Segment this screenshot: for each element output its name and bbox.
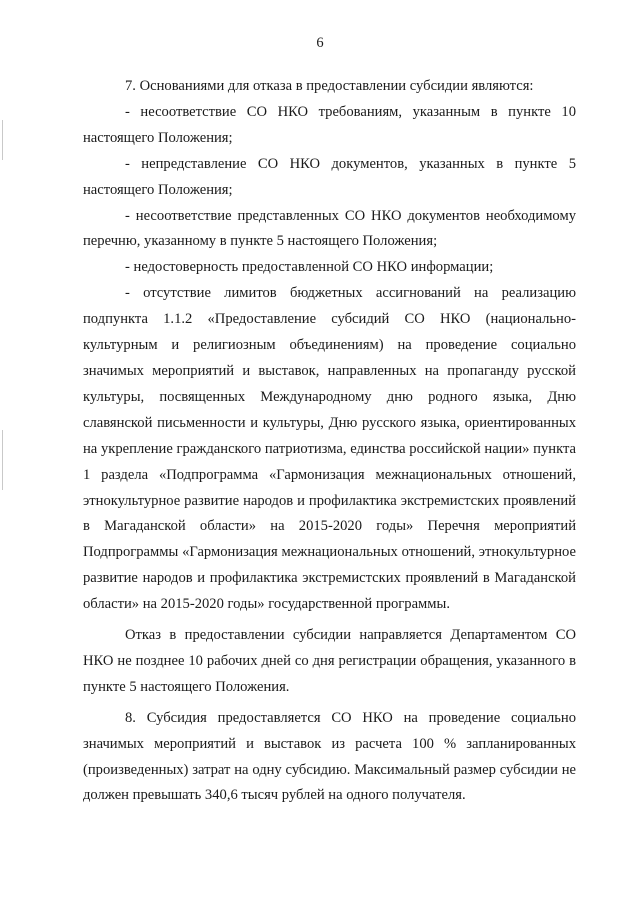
document-body <box>83 74 576 809</box>
page-number: 6 <box>316 35 324 51</box>
paragraph-ground-requirements: - несоответствие СО НКО требованиям, указанным в пункте 10 настоящего Положения; <box>83 103 576 146</box>
paragraph-refusal-notice: Отказ в предоставлении субсидии направляется Департаментом СО НКО не позднее 10 рабочих дней со дня регистрации обращения, указанного в пункте 5 настоящего Положения. <box>83 627 576 695</box>
paragraph-ground-false-info: - недостоверность предоставленной СО НКО информации; <box>125 259 494 276</box>
paragraph-ground-documents-missing: - непредставление СО НКО документов, указанных в пункте 5 настоящего Положения; <box>83 155 576 198</box>
scan-edge-mark <box>2 120 3 160</box>
paragraph-subsidy-amount: 8. Субсидия предоставляется СО НКО на проведение социально значимых мероприятий и выставок из расчета 100 % запланированных (произведенных) затрат на одну субсидию. Максимальный размер субсидии не должен превышать 340,6 тысяч рублей на одного получателя. <box>83 709 576 804</box>
paragraph-ground-budget-limits: - отсутствие лимитов бюджетных ассигнований на реализацию подпункта 1.1.2 «Предоставление субсидий СО НКО (национально-культурным и религиозным объединениям) на проведение социально значимых мероприятий и выставок, направленных на пропаганду русской культуры, посвященных Международному дню родного языка, Дню славянской письменности и культуры, Дню русского языка, ориентированных на укрепление гражданского патриотизма, единства российской нации» пункта 1 раздела «Подпрограмма «Гармонизация межнациональных отношений, этнокультурное развитие народов и профилактика экстремистских проявлений в Магаданской области» на 2015-2020 годы» Перечня мероприятий Подпрограммы «Гармонизация межнациональных отношений, этнокультурное развитие народов и профилактика экстремистских проявлений в Магаданской области» на 2015-2020 годы» государственной программы. <box>83 285 576 613</box>
scan-edge-mark <box>2 430 3 490</box>
paragraph-ground-documents-mismatch: - несоответствие представленных СО НКО документов необходимому перечню, указанному в пункте 5 настоящего Положения; <box>83 207 576 250</box>
paragraph-grounds-intro: 7. Основаниями для отказа в предоставлении субсидии являются: <box>125 78 534 94</box>
